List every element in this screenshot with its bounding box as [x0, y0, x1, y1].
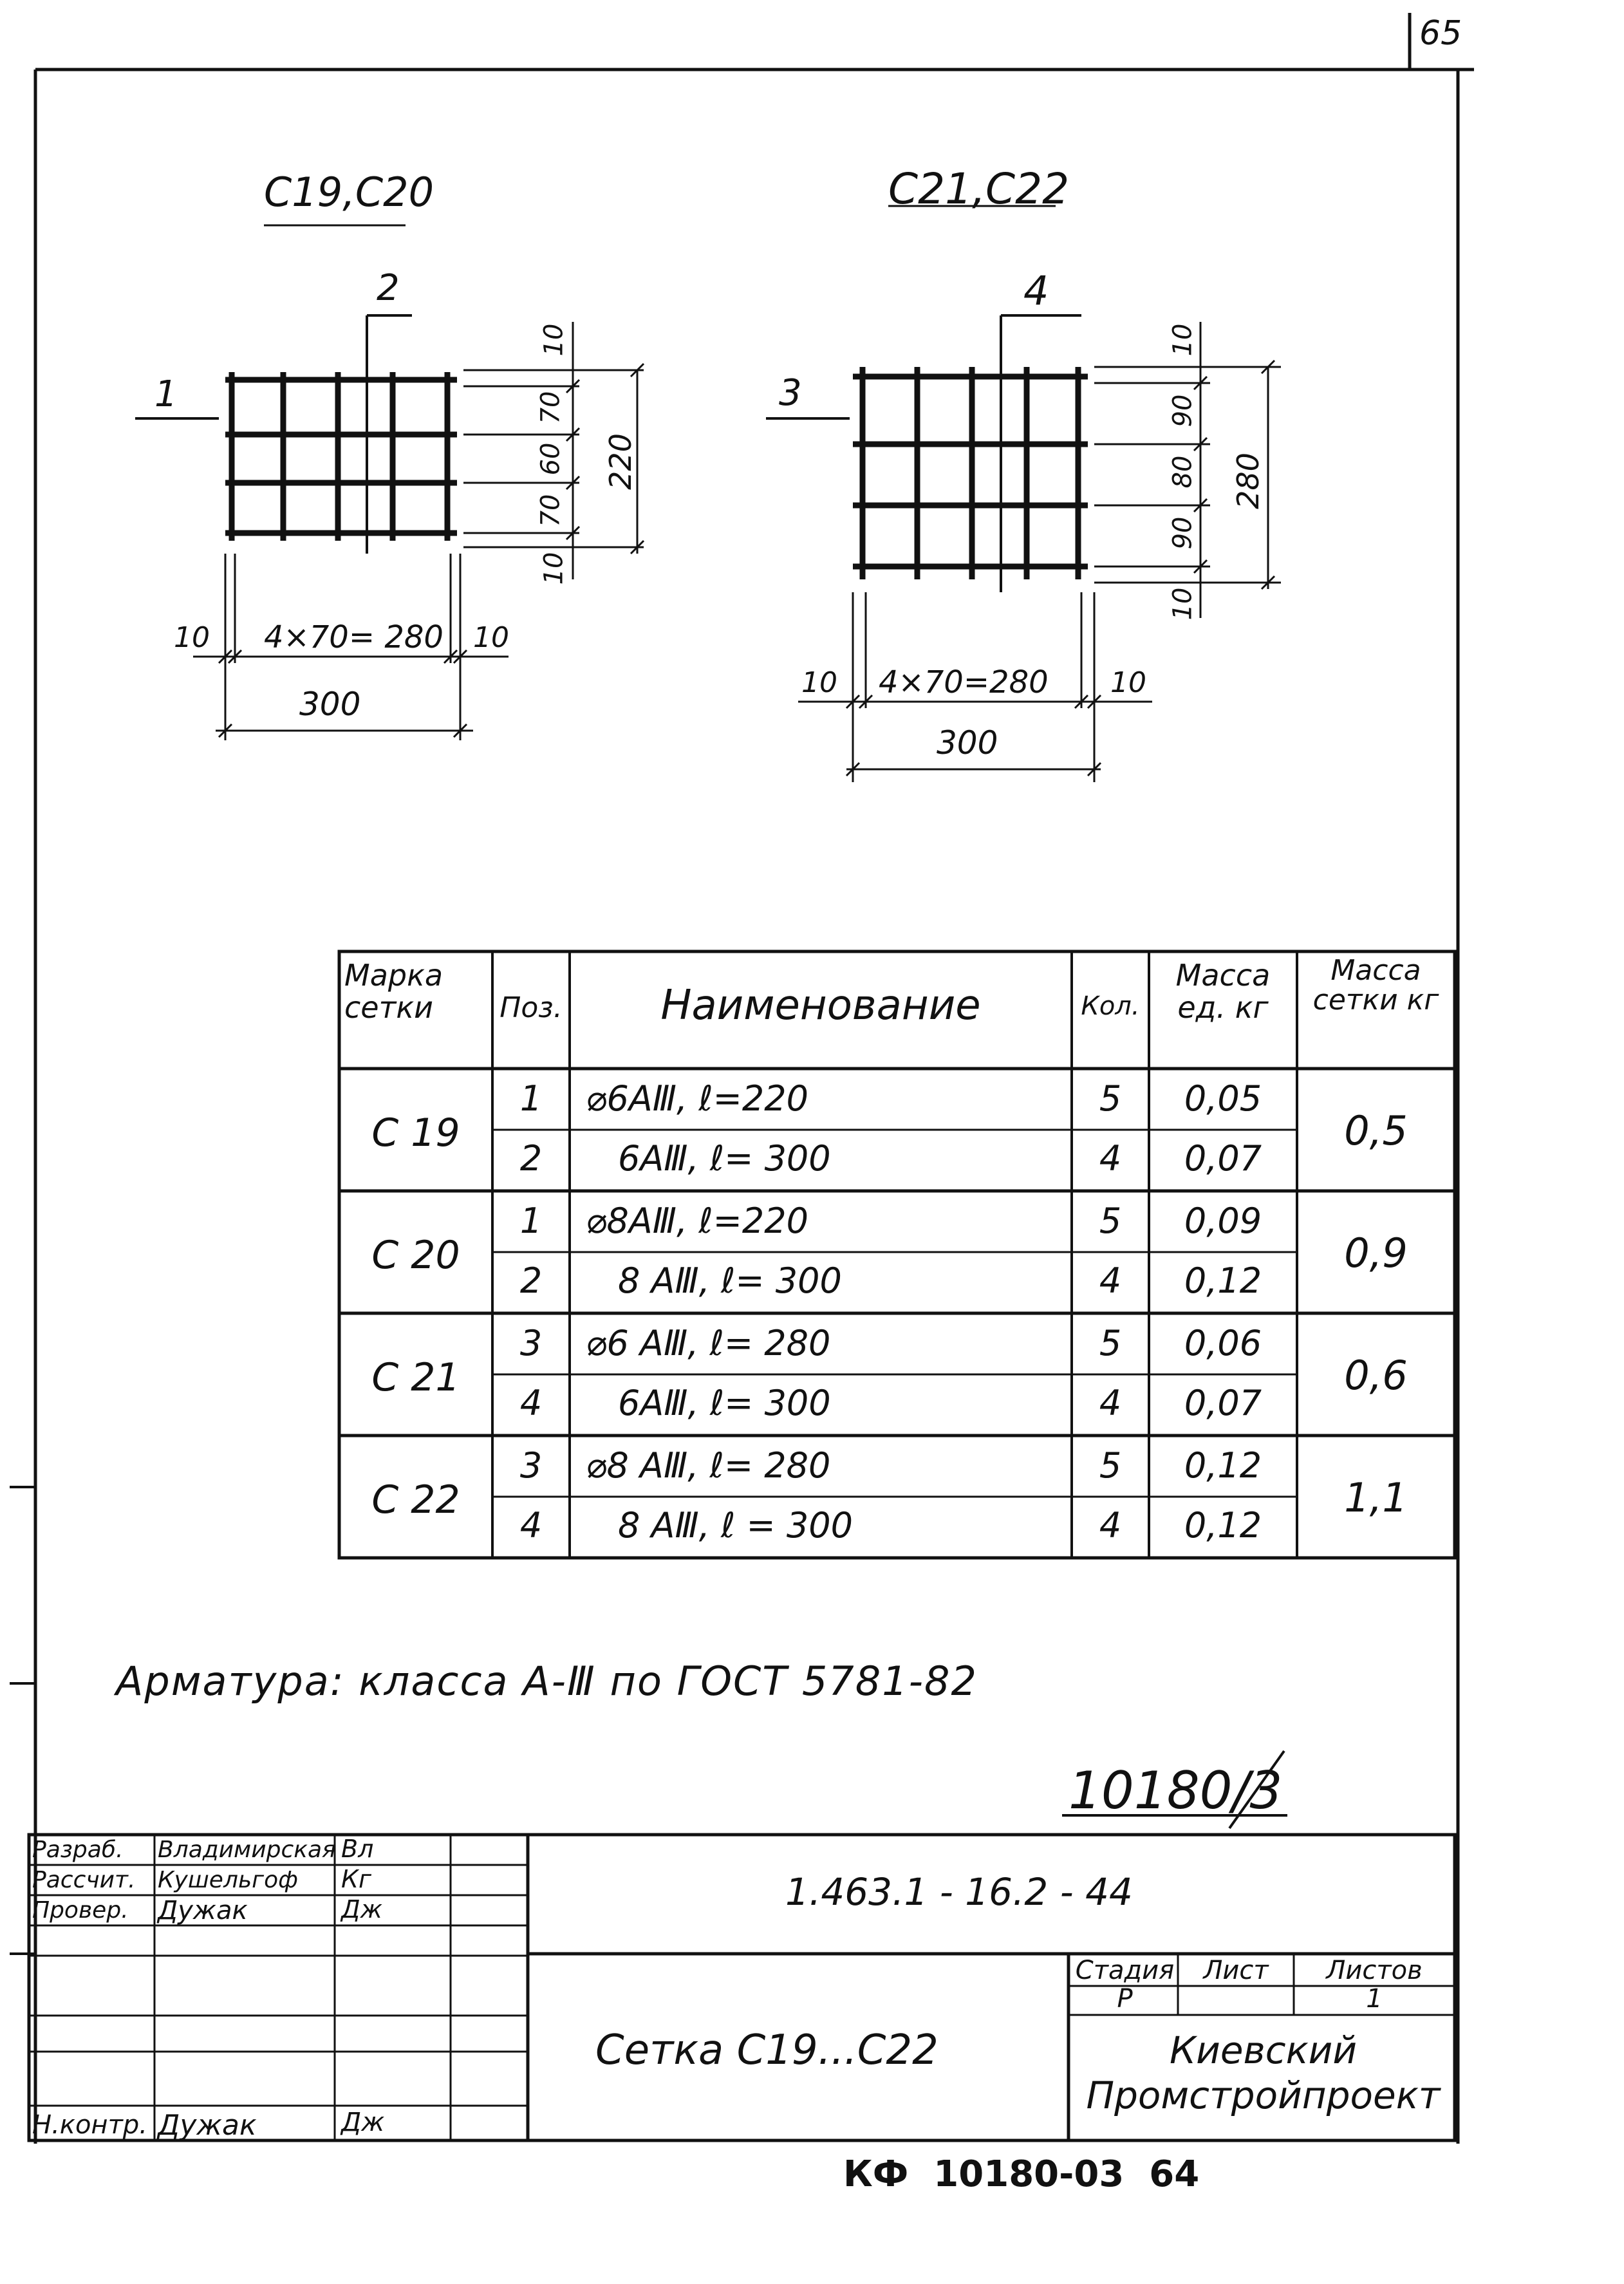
qty-cell: 5 [1099, 1078, 1122, 1119]
name-cell: 6АⅢ, ℓ= 300 [618, 1383, 831, 1423]
dim-left-v-3: 60 [536, 442, 566, 476]
mesh-mass-c21: 0,6 [1344, 1352, 1408, 1399]
mesh-mark-c20: С 20 [371, 1233, 460, 1278]
pos-cell: 4 [519, 1505, 543, 1546]
drawing-title-left: С19,С20 [264, 169, 434, 216]
dim-right-v-1: 10 [1168, 323, 1198, 357]
header-pos: Поз. [499, 991, 563, 1024]
position-label-3: 3 [779, 372, 802, 414]
footer-code: КФ 10180-03 64 [843, 2153, 1200, 2195]
signature: Вл [341, 1835, 374, 1863]
mesh-mark-c19: С 19 [371, 1110, 460, 1156]
drawing-designation: 1.463.1 - 16.2 - 44 [785, 1870, 1133, 1914]
dim-right-v-5: 10 [1168, 587, 1198, 621]
pos-cell: 3 [519, 1323, 543, 1363]
dim-left-v-2: 70 [536, 391, 566, 424]
mesh-mark-c21: С 21 [371, 1355, 460, 1400]
role-label: Рассчит. [32, 1867, 136, 1893]
name-cell: 8 АⅢ, ℓ= 300 [618, 1260, 842, 1301]
unit-mass-cell: 0,05 [1184, 1078, 1262, 1119]
name-cell: ⌀6АⅢ, ℓ=220 [586, 1078, 808, 1119]
margin-marks [10, 1487, 35, 1954]
unit-mass-cell: 0,07 [1184, 1383, 1262, 1423]
qty-cell: 5 [1099, 1445, 1122, 1486]
mesh-mass-c22: 1,1 [1344, 1474, 1408, 1521]
unit-mass-cell: 0,06 [1184, 1323, 1262, 1363]
dim-left-v-4: 70 [536, 494, 566, 527]
dim-left-v-1: 10 [539, 323, 569, 357]
header-mesh-mass: Масса сетки кг [1312, 954, 1439, 1016]
sheets-value: 1 [1366, 1984, 1383, 2014]
unit-mass-cell: 0,12 [1184, 1260, 1262, 1301]
signature: Кг [341, 1865, 371, 1893]
role-label: Разраб. [32, 1837, 124, 1863]
person-name: Владимирская [158, 1837, 336, 1863]
position-label-2: 2 [377, 267, 400, 309]
header-name: Наименование [660, 982, 981, 1029]
dim-right-v-3: 80 [1168, 455, 1198, 489]
header-unit-mass: Масса ед. кг [1175, 958, 1271, 1025]
pos-cell: 1 [519, 1201, 543, 1241]
unit-mass-cell: 0,07 [1184, 1138, 1262, 1179]
qty-cell: 4 [1099, 1505, 1122, 1546]
pos-cell: 3 [519, 1445, 543, 1486]
qty-cell: 5 [1099, 1201, 1122, 1241]
dim-left-h-edge-right: 10 [473, 621, 509, 654]
mesh-mass-c19: 0,5 [1344, 1107, 1408, 1154]
sheet-label: Лист [1203, 1956, 1269, 1985]
drawing-title-right: С21,С22 [888, 164, 1070, 214]
header-mark: Марка сетки [344, 958, 443, 1025]
unit-mass-cell: 0,12 [1184, 1505, 1262, 1546]
dim-left-v-5: 10 [539, 552, 569, 585]
mesh-mass-c20: 0,9 [1344, 1230, 1408, 1277]
stage-label: Стадия [1075, 1956, 1175, 1985]
dim-right-v-total: 280 [1230, 453, 1265, 509]
dim-right-h-middle: 4×70=280 [879, 664, 1049, 700]
dim-left-h-total: 300 [299, 686, 361, 723]
role-label: Н.контр. [32, 2110, 147, 2140]
dim-right-h-total: 300 [937, 724, 998, 762]
mesh-mark-c22: С 22 [371, 1477, 460, 1522]
pos-cell: 1 [519, 1078, 543, 1119]
dim-right-h-edge-left: 10 [801, 666, 837, 699]
pos-cell: 2 [519, 1138, 543, 1179]
name-cell: 6АⅢ, ℓ= 300 [618, 1138, 831, 1179]
qty-cell: 4 [1099, 1138, 1122, 1179]
qty-cell: 4 [1099, 1383, 1122, 1423]
reinforcement-note: Арматура: класса А-Ⅲ по ГОСТ 5781-82 [116, 1658, 978, 1705]
qty-cell: 5 [1099, 1323, 1122, 1363]
pos-cell: 2 [519, 1260, 543, 1301]
signature: Дж [341, 2108, 385, 2137]
name-cell: ⌀8АⅢ, ℓ=220 [586, 1201, 808, 1241]
signature: Дж [341, 1895, 382, 1924]
dim-left-h-edge-left: 10 [174, 621, 210, 654]
name-cell: 8 АⅢ, ℓ = 300 [618, 1505, 853, 1546]
dim-right-v-2: 90 [1168, 394, 1198, 427]
stage-value: Р [1117, 1984, 1133, 2014]
dim-left-h-middle: 4×70= 280 [264, 619, 443, 655]
unit-mass-cell: 0,09 [1184, 1201, 1262, 1241]
role-label: Провер. [32, 1897, 129, 1924]
name-cell: ⌀6 АⅢ, ℓ= 280 [586, 1323, 831, 1363]
unit-mass-cell: 0,12 [1184, 1445, 1262, 1486]
archive-number: 10180/3 [1069, 1761, 1283, 1821]
dim-right-v-4: 90 [1168, 516, 1198, 550]
person-name: Дужак [158, 1896, 248, 1925]
position-label-1: 1 [154, 373, 178, 415]
person-name: Кушельгоф [158, 1867, 298, 1893]
dim-right-h-edge-right: 10 [1110, 666, 1146, 699]
pos-cell: 4 [519, 1383, 543, 1423]
organization: Киевский Промстройпроект [1086, 2028, 1441, 2117]
qty-cell: 4 [1099, 1260, 1122, 1301]
drawing-title: Сетка С19...С22 [595, 2027, 938, 2074]
position-label-4: 4 [1023, 267, 1049, 314]
dim-left-v-total: 220 [602, 433, 638, 490]
person-name: Дужак [158, 2109, 257, 2142]
sheets-label: Листов [1326, 1956, 1423, 1985]
name-cell: ⌀8 АⅢ, ℓ= 280 [586, 1445, 831, 1486]
sheet-number: 65 [1419, 14, 1462, 53]
header-qty: Кол. [1081, 991, 1140, 1021]
